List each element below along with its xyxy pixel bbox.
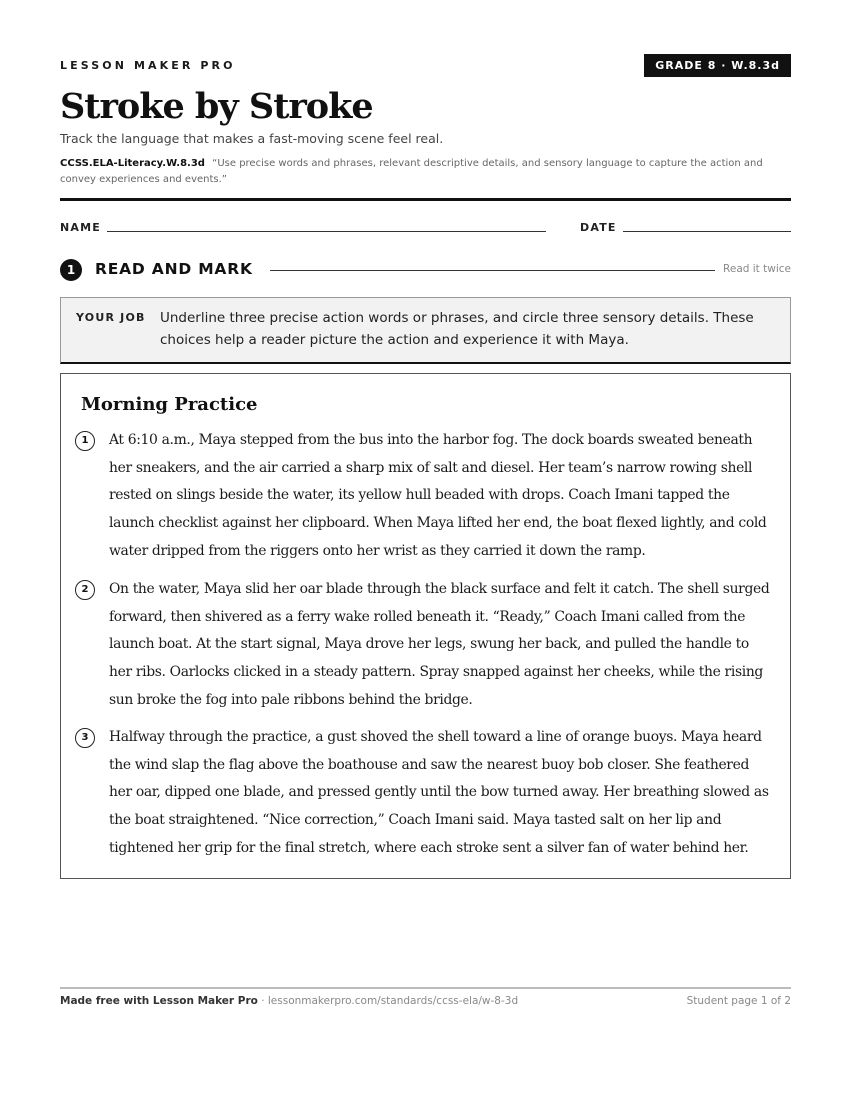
standard-text: “Use precise words and phrases, relevant descriptive details, and sensory language to capture the action and convey experiences and events.” [60,158,763,185]
footer-url[interactable]: lessonmakerpro.com/standards/ccss-ela/w-8-3d [267,995,519,1007]
instructions-label: YOUR JOB [76,311,146,324]
paragraph-text: Halfway through the practice, a gust shoved the shell toward a line of orange buoys. Maya heard the wind slap the flag above the boathouse and saw the nearest buoy bob closer. She feathered her oar, dipped one blade, and pressed gently until the bow turned away. Her breathing slowed as the boat straightened. “Nice correction,” Coach Imani said. Maya tasted salt on her lip and tightened her grip for the final stretch, where each stroke sent a silver fan of water behind her. [109,729,769,856]
date-field[interactable] [623,231,791,232]
section-divider [270,270,715,271]
worksheet-page [60,0,791,1100]
section-note: Read it twice [723,263,791,275]
passage-title: Morning Practice [81,394,258,415]
paragraph-number: 2 [75,580,95,600]
instructions-text: Underline three precise action words or phrases, and circle three sensory details. These choices help a reader picture the action and experience it with Maya. [160,310,754,348]
section-title: READ AND MARK [95,260,253,278]
footer-credit [60,995,518,1007]
section-header [60,258,791,282]
header-divider [60,198,791,201]
footer-separator: · [257,995,268,1007]
instructions-box [60,297,791,364]
page-title: Stroke by Stroke [60,86,373,127]
name-field[interactable] [107,231,546,232]
paragraph-text: On the water, Maya slid her oar blade through the black surface and felt it catch. The shell surged forward, then shivered as a ferry wake rolled beneath it. “Ready,” Coach Imani called from the launch boat. At the start signal, Maya drove her legs, swung her back, and pulled the handle to her ribs. Oarlocks clicked in a steady pattern. Spray snapped against her cheeks, while the rising sun broke the fog into pale ribbons behind the bridge. [109,581,770,708]
brand-name: LESSON MAKER PRO [60,59,236,72]
paragraph-number: 3 [75,728,95,748]
grade-badge: GRADE 8 · W.8.3d [644,54,791,77]
page-subtitle: Track the language that makes a fast-moving scene feel real. [60,131,444,146]
footer-made-with: Made free with Lesson Maker Pro [60,995,258,1007]
standard-citation [60,156,791,188]
date-label: DATE [580,221,617,234]
paragraph-text: At 6:10 a.m., Maya stepped from the bus into the harbor fog. The dock boards sweated beneath her sneakers, and the air carried a sharp mix of salt and diesel. Her team’s narrow rowing shell rested on slings beside the water, its yellow hull beaded with drops. Coach Imani tapped the launch checklist against her clipboard. When Maya lifted her end, the boat flexed lightly, and cold water dripped from the riggers onto her wrist as they carried it down the ramp. [109,432,767,559]
header-bar [60,54,791,80]
footer-page-number: Student page 1 of 2 [686,995,791,1007]
section-number: 1 [60,259,82,281]
passage-box [60,373,791,879]
name-label: NAME [60,221,101,234]
standard-code: CCSS.ELA-Literacy.W.8.3d [60,158,205,169]
paragraph-number: 1 [75,431,95,451]
footer-divider [60,987,791,989]
